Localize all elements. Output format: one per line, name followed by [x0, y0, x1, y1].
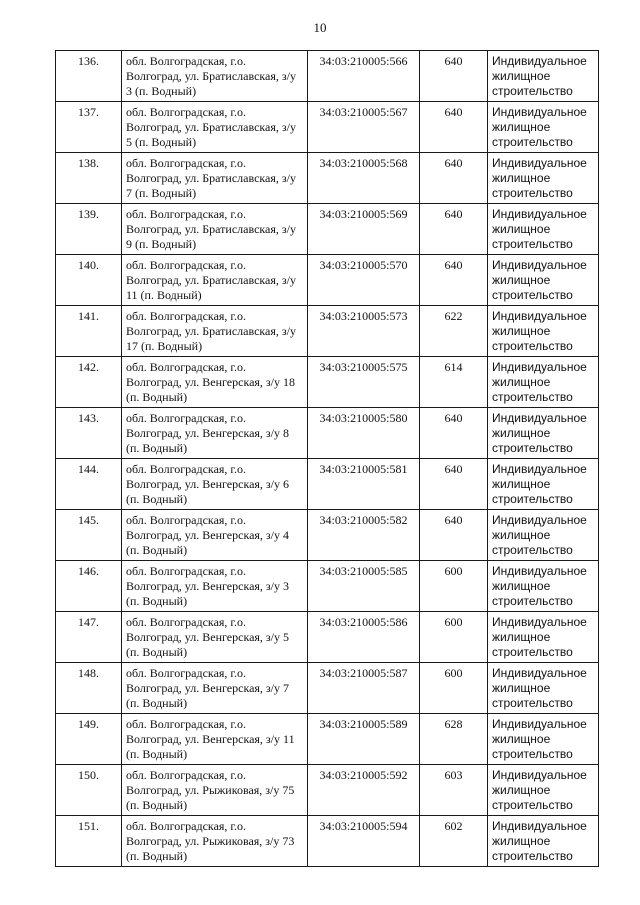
row-number: 136. — [56, 51, 122, 102]
row-number: 143. — [56, 408, 122, 459]
cadastral-number-cell: 34:03:210005:568 — [308, 153, 420, 204]
row-number: 151. — [56, 816, 122, 867]
address-cell: обл. Волгоградская, г.о. Волгоград, ул. Венгерская, з/у 5 (п. Водный) — [122, 612, 308, 663]
land-plot-table — [55, 50, 599, 867]
permitted-use-cell: Индивидуальное жилищное строительство — [488, 459, 599, 510]
address-cell: обл. Волгоградская, г.о. Волгоград, ул. Братиславская, з/у 11 (п. Водный) — [122, 255, 308, 306]
cadastral-number-cell: 34:03:210005:587 — [308, 663, 420, 714]
table-row — [56, 765, 599, 816]
permitted-use-cell: Индивидуальное жилищное строительство — [488, 204, 599, 255]
table-row — [56, 102, 599, 153]
area-cell: 602 — [420, 816, 488, 867]
table-row — [56, 561, 599, 612]
cadastral-number-cell: 34:03:210005:586 — [308, 612, 420, 663]
table-row — [56, 663, 599, 714]
address-cell: обл. Волгоградская, г.о. Волгоград, ул. Венгерская, з/у 4 (п. Водный) — [122, 510, 308, 561]
cadastral-number-cell: 34:03:210005:594 — [308, 816, 420, 867]
table-row — [56, 357, 599, 408]
area-cell: 640 — [420, 51, 488, 102]
area-cell: 600 — [420, 663, 488, 714]
cadastral-number-cell: 34:03:210005:592 — [308, 765, 420, 816]
cadastral-number-cell: 34:03:210005:589 — [308, 714, 420, 765]
address-cell: обл. Волгоградская, г.о. Волгоград, ул. Братиславская, з/у 5 (п. Водный) — [122, 102, 308, 153]
permitted-use-cell: Индивидуальное жилищное строительство — [488, 102, 599, 153]
cadastral-number-cell: 34:03:210005:570 — [308, 255, 420, 306]
page-number: 10 — [313, 20, 327, 35]
address-cell: обл. Волгоградская, г.о. Волгоград, ул. Братиславская, з/у 17 (п. Водный) — [122, 306, 308, 357]
cadastral-number-cell: 34:03:210005:569 — [308, 204, 420, 255]
table-row — [56, 612, 599, 663]
permitted-use-cell: Индивидуальное жилищное строительство — [488, 510, 599, 561]
table-row — [56, 51, 599, 102]
area-cell: 603 — [420, 765, 488, 816]
row-number: 140. — [56, 255, 122, 306]
row-number: 145. — [56, 510, 122, 561]
address-cell: обл. Волгоградская, г.о. Волгоград, ул. Братиславская, з/у 7 (п. Водный) — [122, 153, 308, 204]
area-cell: 640 — [420, 255, 488, 306]
area-cell: 614 — [420, 357, 488, 408]
table-row — [56, 204, 599, 255]
permitted-use-cell: Индивидуальное жилищное строительство — [488, 714, 599, 765]
address-cell: обл. Волгоградская, г.о. Волгоград, ул. Венгерская, з/у 7 (п. Водный) — [122, 663, 308, 714]
area-cell: 622 — [420, 306, 488, 357]
permitted-use-cell: Индивидуальное жилищное строительство — [488, 306, 599, 357]
area-cell: 640 — [420, 408, 488, 459]
cadastral-number-cell: 34:03:210005:580 — [308, 408, 420, 459]
area-cell: 640 — [420, 459, 488, 510]
row-number: 144. — [56, 459, 122, 510]
permitted-use-cell: Индивидуальное жилищное строительство — [488, 663, 599, 714]
cadastral-number-cell: 34:03:210005:582 — [308, 510, 420, 561]
address-cell: обл. Волгоградская, г.о. Волгоград, ул. Рыжиковая, з/у 75 (п. Водный) — [122, 765, 308, 816]
area-cell: 600 — [420, 612, 488, 663]
permitted-use-cell: Индивидуальное жилищное строительство — [488, 51, 599, 102]
address-cell: обл. Волгоградская, г.о. Волгоград, ул. Венгерская, з/у 3 (п. Водный) — [122, 561, 308, 612]
table-row — [56, 816, 599, 867]
table-row — [56, 255, 599, 306]
address-cell: обл. Волгоградская, г.о. Волгоград, ул. Рыжиковая, з/у 73 (п. Водный) — [122, 816, 308, 867]
cadastral-number-cell: 34:03:210005:575 — [308, 357, 420, 408]
area-cell: 628 — [420, 714, 488, 765]
table-row — [56, 408, 599, 459]
permitted-use-cell: Индивидуальное жилищное строительство — [488, 561, 599, 612]
permitted-use-cell: Индивидуальное жилищное строительство — [488, 153, 599, 204]
area-cell: 640 — [420, 204, 488, 255]
row-number: 149. — [56, 714, 122, 765]
row-number: 139. — [56, 204, 122, 255]
table-body — [56, 51, 599, 867]
row-number: 150. — [56, 765, 122, 816]
row-number: 142. — [56, 357, 122, 408]
address-cell: обл. Волгоградская, г.о. Волгоград, ул. Венгерская, з/у 6 (п. Водный) — [122, 459, 308, 510]
permitted-use-cell: Индивидуальное жилищное строительство — [488, 612, 599, 663]
permitted-use-cell: Индивидуальное жилищное строительство — [488, 408, 599, 459]
permitted-use-cell: Индивидуальное жилищное строительство — [488, 255, 599, 306]
area-cell: 640 — [420, 510, 488, 561]
permitted-use-cell: Индивидуальное жилищное строительство — [488, 357, 599, 408]
cadastral-number-cell: 34:03:210005:581 — [308, 459, 420, 510]
cadastral-number-cell: 34:03:210005:585 — [308, 561, 420, 612]
area-cell: 640 — [420, 153, 488, 204]
cadastral-number-cell: 34:03:210005:567 — [308, 102, 420, 153]
address-cell: обл. Волгоградская, г.о. Волгоград, ул. Братиславская, з/у 3 (п. Водный) — [122, 51, 308, 102]
address-cell: обл. Волгоградская, г.о. Волгоград, ул. Венгерская, з/у 11 (п. Водный) — [122, 714, 308, 765]
area-cell: 600 — [420, 561, 488, 612]
row-number: 146. — [56, 561, 122, 612]
table-row — [56, 714, 599, 765]
table-row — [56, 459, 599, 510]
row-number: 138. — [56, 153, 122, 204]
cadastral-number-cell: 34:03:210005:573 — [308, 306, 420, 357]
table-row — [56, 510, 599, 561]
permitted-use-cell: Индивидуальное жилищное строительство — [488, 765, 599, 816]
table-row — [56, 153, 599, 204]
address-cell: обл. Волгоградская, г.о. Волгоград, ул. Братиславская, з/у 9 (п. Водный) — [122, 204, 308, 255]
row-number: 148. — [56, 663, 122, 714]
table-row — [56, 306, 599, 357]
address-cell: обл. Волгоградская, г.о. Волгоград, ул. Венгерская, з/у 8 (п. Водный) — [122, 408, 308, 459]
area-cell: 640 — [420, 102, 488, 153]
row-number: 147. — [56, 612, 122, 663]
cadastral-number-cell: 34:03:210005:566 — [308, 51, 420, 102]
permitted-use-cell: Индивидуальное жилищное строительство — [488, 816, 599, 867]
address-cell: обл. Волгоградская, г.о. Волгоград, ул. Венгерская, з/у 18 (п. Водный) — [122, 357, 308, 408]
row-number: 141. — [56, 306, 122, 357]
row-number: 137. — [56, 102, 122, 153]
